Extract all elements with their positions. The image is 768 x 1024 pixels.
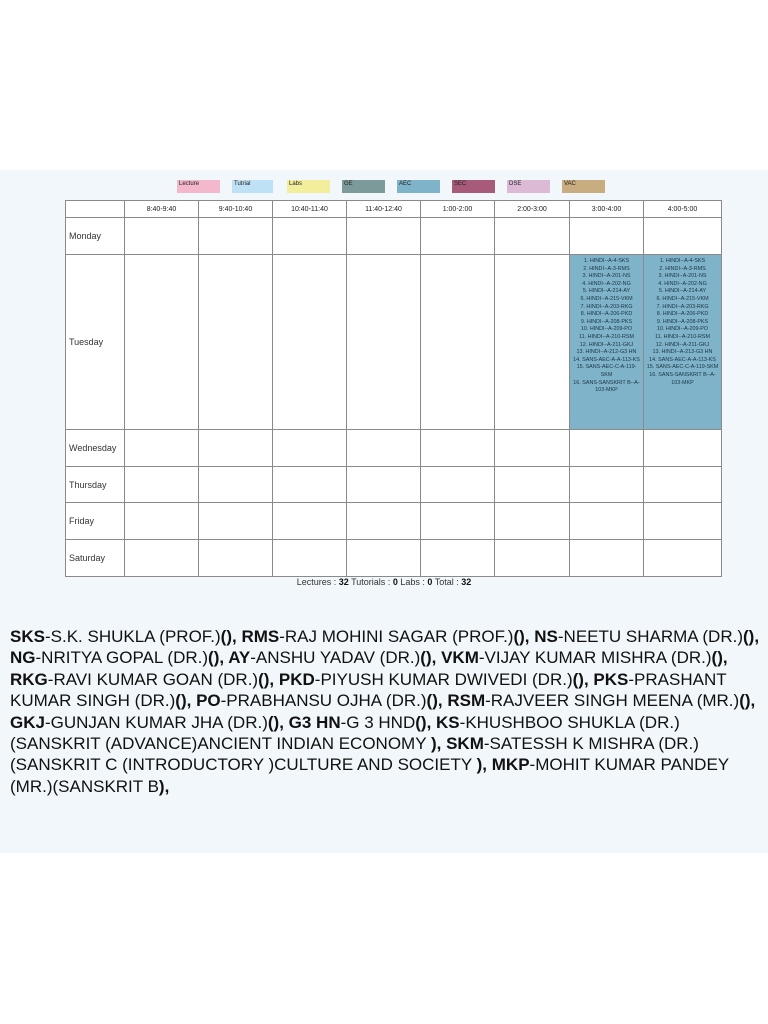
faculty-name: -PIYUSH KUMAR DWIVEDI (DR.) — [314, 669, 573, 689]
class-entry: 6. HINDI--A-215-VKM — [580, 295, 633, 302]
faculty-extra: () — [426, 691, 438, 711]
faculty-name: -KHUSHBOO SHUKLA (DR.)(SANSKRIT (ADVANCE)ANCIENT INDIAN ECONOMY — [10, 712, 680, 754]
lectures-label: Lectures : — [296, 577, 339, 587]
faculty-separator: , — [219, 648, 229, 668]
total-count: 32 — [461, 577, 472, 587]
legend-item-ge: GE — [342, 180, 385, 193]
day-label: Saturday — [66, 540, 125, 577]
class-entry-list — [571, 258, 642, 395]
day-row-thursday — [66, 467, 722, 503]
legend-item-tutorial: Tutrial — [232, 180, 273, 193]
class-entry: 8. HINDI--A-206-PKD — [580, 311, 633, 318]
corner-cell — [66, 201, 125, 218]
faculty-code: NS — [534, 627, 558, 646]
class-entry: 10. HINDI--A-209-PO — [656, 326, 709, 333]
faculty-separator: , — [279, 712, 289, 732]
class-entry: 16. SANS-SANSKRIT B--A-103-MKP — [649, 371, 716, 386]
faculty-code: SKS — [10, 627, 45, 646]
faculty-code: VKM — [441, 648, 479, 668]
faculty-name: -NEETU SHARMA (DR.) — [557, 627, 743, 646]
faculty-separator: , — [426, 712, 437, 732]
faculty-name: -PRABHANSU OJHA (DR.) — [220, 691, 427, 711]
faculty-name: -S.K. SHUKLA (PROF.) — [44, 627, 221, 646]
faculty-separator: , — [722, 648, 728, 668]
slot-header: 9:40-10:40 — [199, 201, 273, 218]
class-entry: 1. HINDI--A-4-SKS — [659, 258, 706, 264]
faculty-separator: , — [437, 691, 448, 711]
faculty-separator: , — [232, 627, 242, 646]
class-entry: 9. HINDI--A-208-PKS — [580, 318, 633, 325]
class-entry: 11. HINDI--A-210-RSM — [578, 333, 634, 340]
slot-header: 2:00-3:00 — [495, 201, 570, 218]
class-entry: 15. SANS-AEC-C-A-119-SKM — [646, 364, 719, 371]
faculty-extra: () — [739, 691, 751, 711]
slot-header: 3:00-4:00 — [570, 201, 644, 218]
class-entry: 5. HINDI--A-214-AY — [658, 288, 707, 295]
faculty-separator: , — [524, 627, 535, 646]
faculty-extra: () — [572, 669, 584, 689]
faculty-name: -G 3 HND — [340, 712, 416, 732]
faculty-name: -ANSHU YADAV (DR.) — [250, 648, 421, 668]
class-entry: 10. HINDI--A-209-PO — [580, 326, 633, 333]
total-label: Total : — [432, 577, 462, 587]
faculty-separator: , — [750, 691, 756, 711]
legend-item-aec: AEC — [397, 180, 440, 193]
faculty-separator: , — [164, 776, 170, 796]
faculty-name: -RAVI KUMAR GOAN (DR.) — [47, 669, 259, 689]
faculty-code: KS — [436, 712, 460, 732]
faculty-extra: () — [420, 648, 432, 668]
faculty-extra: ) — [158, 776, 165, 796]
class-entry: 1. HINDI--A-4-SKS — [583, 258, 630, 264]
totals-summary — [0, 577, 768, 587]
faculty-code: AY — [228, 648, 251, 668]
class-entry: 11. HINDI--A-210-RSM — [654, 333, 710, 340]
faculty-separator: , — [482, 755, 492, 775]
class-cell-tuesday-3-4[interactable] — [570, 255, 644, 430]
class-entry: 5. HINDI--A-214-AY — [582, 288, 631, 295]
faculty-code: G3 HN — [288, 712, 341, 732]
faculty-extra: () — [220, 627, 232, 646]
class-entry: 4. HINDI--A-202-NG — [658, 280, 707, 287]
faculty-separator: , — [186, 691, 197, 711]
faculty-name: -PRASHANT KUMAR SINGH (DR.) — [10, 669, 727, 711]
day-label: Monday — [66, 218, 125, 255]
faculty-code: MKP — [491, 755, 530, 775]
tutorials-label: Tutorials : — [348, 577, 393, 587]
faculty-code: RKG — [10, 669, 48, 689]
faculty-separator: , — [431, 648, 442, 668]
class-entry: 7. HINDI--A-203-RKG — [656, 303, 709, 310]
faculty-separator: , — [754, 627, 760, 646]
slot-header: 8:40-9:40 — [125, 201, 199, 218]
class-entry: 13. HINDI--A-212-G3 HN — [576, 349, 637, 356]
header-row — [66, 201, 722, 218]
day-row-monday — [66, 218, 722, 255]
faculty-code: PKD — [278, 669, 315, 689]
legend-item-sec: SEC — [452, 180, 495, 193]
faculty-extra: () — [175, 691, 187, 711]
day-row-wednesday — [66, 430, 722, 467]
class-entry: 3. HINDI--A-201-NS — [582, 273, 631, 280]
faculty-code: RMS — [241, 627, 280, 646]
faculty-name: -GUNJAN KUMAR JHA (DR.) — [44, 712, 268, 732]
class-entry: 14. SANS-AEC-A-A-113-KS — [573, 356, 640, 363]
class-entry: 13. HINDI--A-213-G3 HN — [652, 349, 713, 356]
legend-item-vac: VAC — [562, 180, 605, 193]
day-label: Wednesday — [66, 430, 125, 467]
legend-item-dse: DSE — [507, 180, 550, 193]
day-row-saturday — [66, 540, 722, 577]
class-entry: 12. HINDI--A-211-GKJ — [579, 341, 634, 348]
legend-item-labs: Labs — [287, 180, 330, 193]
class-cell-tuesday-4-5[interactable] — [644, 255, 722, 430]
faculty-separator: , — [436, 734, 447, 754]
day-label: Tuesday — [66, 255, 125, 430]
class-entry: 4. HINDI--A-202-NG — [582, 280, 631, 287]
faculty-code: NG — [10, 648, 36, 668]
faculty-extra: () — [208, 648, 220, 668]
faculty-separator: , — [269, 669, 279, 689]
class-entry: 3. HINDI--A-201-NS — [658, 273, 707, 280]
slot-header: 10:40-11:40 — [273, 201, 347, 218]
slot-header: 4:00-5:00 — [644, 201, 722, 218]
day-label: Thursday — [66, 467, 125, 503]
faculty-extra: () — [415, 712, 427, 732]
class-entry: 6. HINDI--A-215-VKM — [656, 295, 709, 302]
faculty-extra: () — [743, 627, 755, 646]
faculty-name: -NRITYA GOPAL (DR.) — [35, 648, 209, 668]
legend — [0, 180, 768, 193]
class-entry: 8. HINDI--A-206-PKD — [656, 311, 709, 318]
day-row-tuesday — [66, 255, 722, 430]
class-entry: 14. SANS-AEC-A-A-113-KS — [649, 356, 716, 363]
class-entry: 12. HINDI--A-211-GKJ — [655, 341, 710, 348]
slot-header: 11:40-12:40 — [347, 201, 421, 218]
slot-header: 1:00-2:00 — [421, 201, 495, 218]
faculty-extra: () — [258, 669, 270, 689]
faculty-name: -MOHIT KUMAR PANDEY (MR.)(SANSKRIT B — [10, 755, 729, 796]
faculty-extra: () — [513, 627, 525, 646]
day-label: Friday — [66, 503, 125, 540]
faculty-extra: () — [711, 648, 723, 668]
faculty-name: -SATESSH K MISHRA (DR.)(SANSKRIT C (INTRODUCTORY )CULTURE AND SOCIETY — [10, 734, 699, 775]
faculty-code: PO — [196, 691, 221, 711]
faculty-name: -RAJ MOHINI SAGAR (PROF.) — [279, 627, 514, 646]
tutorials-count: 0 — [392, 577, 398, 587]
faculty-extra: ) — [476, 755, 483, 775]
faculty-code: SKM — [446, 734, 484, 754]
legend-item-lecture: Lecture — [177, 180, 220, 193]
faculty-code: GKJ — [10, 712, 45, 732]
faculty-legend — [10, 626, 760, 797]
faculty-extra: () — [267, 712, 280, 732]
faculty-separator: , — [583, 669, 594, 689]
labs-label: Labs : — [397, 577, 428, 587]
faculty-code: RSM — [447, 691, 486, 711]
class-entry: 9. HINDI--A-208-PKS — [656, 318, 709, 325]
lectures-count: 32 — [338, 577, 349, 587]
faculty-name: -VIJAY KUMAR MISHRA (DR.) — [478, 648, 712, 668]
class-entry: 15. SANS-AEC-C-A-119-SKM — [576, 364, 637, 378]
faculty-extra: ) — [430, 734, 437, 754]
day-row-friday — [66, 503, 722, 540]
class-entry-list — [645, 258, 720, 387]
class-entry: 2. HINDI--A-3-RMS — [583, 265, 630, 272]
class-entry: 2. HINDI--A-3-RMS — [659, 265, 706, 272]
faculty-name: -RAJVEER SINGH MEENA (MR.) — [485, 691, 740, 711]
class-entry: 16. SANS-SANSKRIT B--A-103-MKP — [573, 379, 640, 394]
faculty-code: PKS — [593, 669, 629, 689]
class-entry: 7. HINDI--A-203-RKG — [580, 303, 633, 310]
timetable-grid — [65, 200, 722, 577]
labs-count: 0 — [427, 577, 433, 587]
